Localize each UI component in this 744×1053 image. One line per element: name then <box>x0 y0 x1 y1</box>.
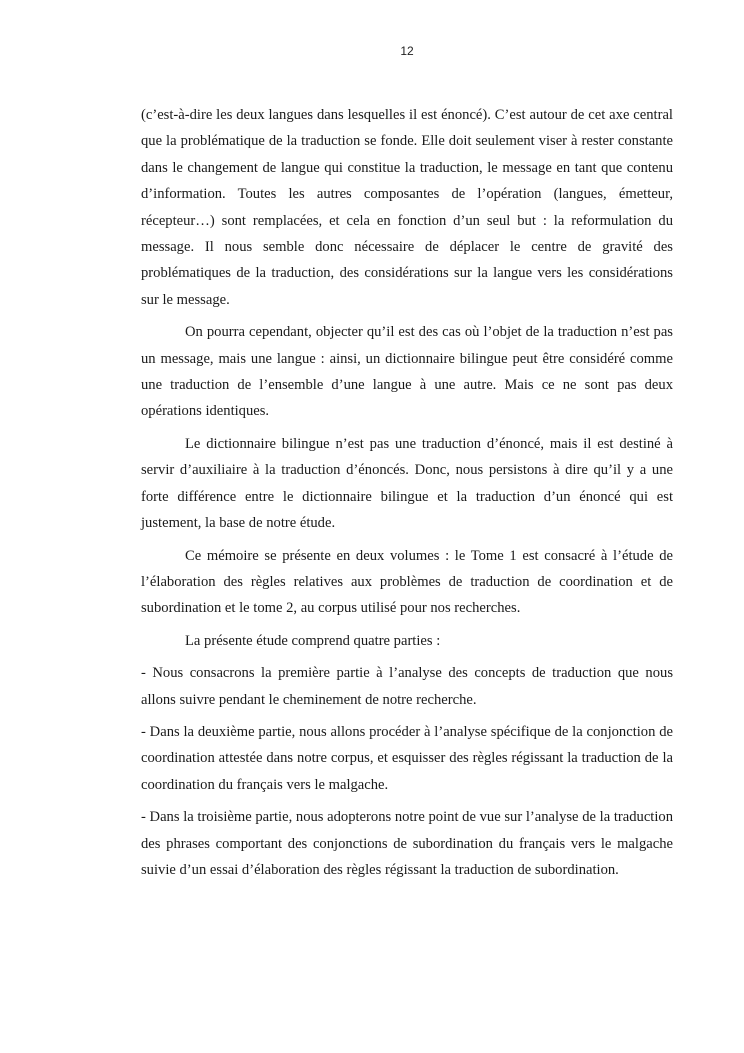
list-item-part-three: - Dans la troisième partie, nous adopterons notre point de vue sur l’analyse de la traduction des phrases comportant des conjonctions de subordination du français vers le malgache suivie d’un essai d’élaboration des règles régissant la traduction de subordination. <box>141 809 673 878</box>
list-item-part-one: - Nous consacrons la première partie à l’analyse des concepts de traduction que nous allons suivre pendant le cheminement de notre recherche. <box>141 665 673 708</box>
document-body <box>141 102 673 889</box>
paragraph-continuation: (c’est-à-dire les deux langues dans lesquelles il est énoncé). C’est autour de cet axe central que la problématique de la traduction se fonde. Elle doit seulement viser à rester constante dans le changement de langue qui constitue la traduction, le message en tant que contenu d’information. Toutes les autres composantes de l’opération (langues, émetteur, récepteur…) sont remplacées, et cela en fonction d’un seul but : la reformulation du message. Il nous semble donc nécessaire de déplacer le centre de gravité des problématiques de la traduction, des considérations sur la langue vers les considérations sur le message. <box>141 107 673 308</box>
paragraph-objection: On pourra cependant, objecter qu’il est des cas où l’objet de la traduction n’est pas un message, mais une langue : ainsi, un dictionnaire bilingue peut être considéré comme une traduction de l’ensemble d’une langue à une autre. Mais ce ne sont pas deux opérations identiques. <box>141 324 673 420</box>
list-item-part-two: - Dans la deuxième partie, nous allons procéder à l’analyse spécifique de la conjonction de coordination attestée dans notre corpus, et esquisser des règles régissant la traduction de la coordination du français vers le malgache. <box>141 723 673 793</box>
page-number: 12 <box>400 44 414 58</box>
paragraph-parts-intro: La présente étude comprend quatre parties : <box>185 632 441 649</box>
paragraph-volumes: Ce mémoire se présente en deux volumes : le Tome 1 est consacré à l’étude de l’élaboration des règles relatives aux problèmes de traduction de coordination et de subordination et le tome 2, au corpus utilisé pour nos recherches. <box>141 547 673 617</box>
paragraph-dictionary: Le dictionnaire bilingue n’est pas une traduction d’énoncé, mais il est destiné à servir d’auxiliaire à la traduction d’énoncés. Donc, nous persistons à dire qu’il y a une forte différence entre le dictionnaire bilingue et la traduction d’un énoncé qui est justement, la base de notre étude. <box>141 435 673 532</box>
